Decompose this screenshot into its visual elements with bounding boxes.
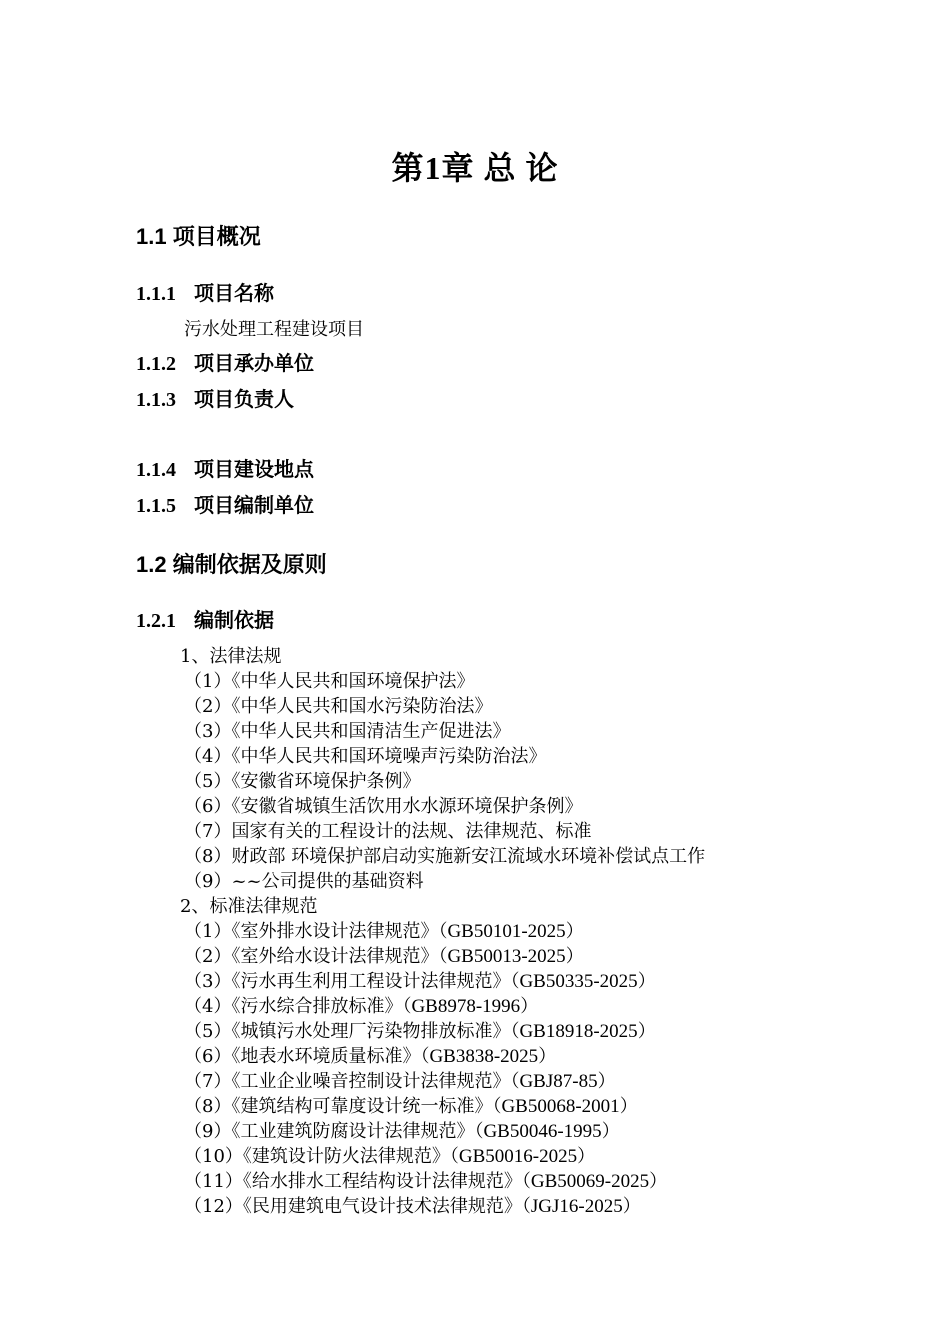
list-item — [184, 944, 584, 969]
list-item — [184, 919, 584, 944]
list-item: （2）《中华人民共和国水污染防治法》 — [184, 696, 493, 717]
list-item — [184, 994, 538, 1019]
standard-title: （9）《工业建筑防腐设计法律规范》（ — [184, 1121, 484, 1142]
standard-close: ） — [577, 1146, 596, 1167]
subsection-title: 项目建设地点 — [194, 459, 314, 481]
standard-close: ） — [520, 996, 539, 1017]
list-item: （4）《中华人民共和国环境噪声污染防治法》 — [184, 746, 547, 767]
list-item: （7）国家有关的工程设计的法规、法律规范、标准 — [184, 821, 592, 842]
standard-code: GB50068-2001 — [501, 1096, 620, 1117]
subsection-number: 1.1.3 — [136, 389, 176, 411]
standard-close: ） — [649, 1171, 668, 1192]
standard-close: ） — [619, 1096, 638, 1117]
subsection-heading-1-1-3 — [136, 386, 294, 414]
standard-close: ） — [597, 1071, 616, 1092]
subsection-title: 项目承办单位 — [194, 353, 314, 375]
subsection-number: 1.1.2 — [136, 353, 176, 375]
subsection-heading-1-1-4 — [136, 456, 314, 484]
standard-code: GB8978-1996 — [411, 996, 521, 1017]
list-item — [184, 1119, 620, 1144]
subsection-heading-1-1-5 — [136, 492, 314, 520]
section-heading-1-1: 1.1 项目概况 — [136, 224, 261, 249]
list-item — [184, 1094, 638, 1119]
standard-title: （4）《污水综合排放标准》（ — [184, 996, 412, 1017]
standard-close: ） — [637, 971, 656, 992]
project-name-text: 污水处理工程建设项目 — [184, 319, 364, 340]
subsection-heading-1-2-1 — [136, 607, 274, 635]
standard-code: GBJ87-85 — [519, 1071, 598, 1092]
standard-code: GB18918-2025 — [519, 1021, 638, 1042]
subsection-number: 1.2.1 — [136, 610, 176, 632]
standard-title: （11）《给水排水工程结构设计法律规范》（ — [184, 1171, 531, 1192]
list-item: （6）《安徽省城镇生活饮用水水源环境保护条例》 — [184, 796, 583, 817]
standard-close: ） — [538, 1046, 557, 1067]
standard-title: （10）《建筑设计防火法律规范》（ — [184, 1146, 459, 1167]
chapter-title: 第1章 总 论 — [391, 150, 559, 186]
subsection-number: 1.1.4 — [136, 459, 176, 481]
section-heading-1-2: 1.2 编制依据及原则 — [136, 552, 327, 577]
group-heading-laws: 1、法律法规 — [180, 646, 282, 667]
standard-title: （6）《地表水环境质量标准》（ — [184, 1046, 430, 1067]
list-item — [184, 969, 656, 994]
standard-code: GB50101-2025 — [447, 921, 566, 942]
standard-title: （5）《城镇污水处理厂污染物排放标准》（ — [184, 1021, 520, 1042]
standard-code: GB50016-2025 — [458, 1146, 578, 1167]
list-item — [184, 1144, 595, 1169]
standard-code: GB50046-1995 — [483, 1121, 602, 1142]
standard-close: ） — [565, 921, 584, 942]
standard-title: （8）《建筑结构可靠度设计统一标准》（ — [184, 1096, 502, 1117]
subsection-number: 1.1.5 — [136, 495, 176, 517]
subsection-title: 项目负责人 — [194, 389, 294, 411]
list-item — [184, 1044, 556, 1069]
subsection-number: 1.1.1 — [136, 283, 176, 305]
list-item: （3）《中华人民共和国清洁生产促进法》 — [184, 721, 511, 742]
standard-close: ） — [637, 1021, 656, 1042]
list-item — [184, 1169, 667, 1194]
standard-code: GB3838-2025 — [429, 1046, 539, 1067]
subsection-title: 编制依据 — [194, 610, 274, 632]
subsection-title: 项目编制单位 — [194, 495, 314, 517]
standard-code: GB50335-2025 — [519, 971, 638, 992]
standard-close: ） — [622, 1196, 641, 1217]
list-item: （9）~~公司提供的基础资料 — [184, 871, 424, 892]
standard-code: JGJ16-2025 — [530, 1196, 623, 1217]
list-item — [184, 1194, 641, 1219]
standard-title: （12）《民用建筑电气设计技术法律规范》（ — [184, 1196, 531, 1217]
standard-title: （2）《室外给水设计法律规范》（ — [184, 946, 448, 967]
standard-code: GB50013-2025 — [447, 946, 566, 967]
group-heading-standards: 2、标准法律规范 — [180, 896, 318, 917]
subsection-heading-1-1-1 — [136, 280, 274, 308]
subsection-heading-1-1-2 — [136, 350, 314, 378]
subsection-title: 项目名称 — [194, 283, 274, 305]
standard-code: GB50069-2025 — [530, 1171, 650, 1192]
list-item: （1）《中华人民共和国环境保护法》 — [184, 671, 475, 692]
list-item — [184, 1019, 656, 1044]
list-item: （5）《安徽省环境保护条例》 — [184, 771, 421, 792]
list-item: （8）财政部 环境保护部启动实施新安江流域水环境补偿试点工作 — [184, 846, 706, 867]
list-item — [184, 1069, 616, 1094]
standard-title: （3）《污水再生利用工程设计法律规范》（ — [184, 971, 520, 992]
standard-close: ） — [601, 1121, 620, 1142]
standard-close: ） — [565, 946, 584, 967]
standard-title: （1）《室外排水设计法律规范》（ — [184, 921, 448, 942]
standard-title: （7）《工业企业噪音控制设计法律规范》（ — [184, 1071, 520, 1092]
